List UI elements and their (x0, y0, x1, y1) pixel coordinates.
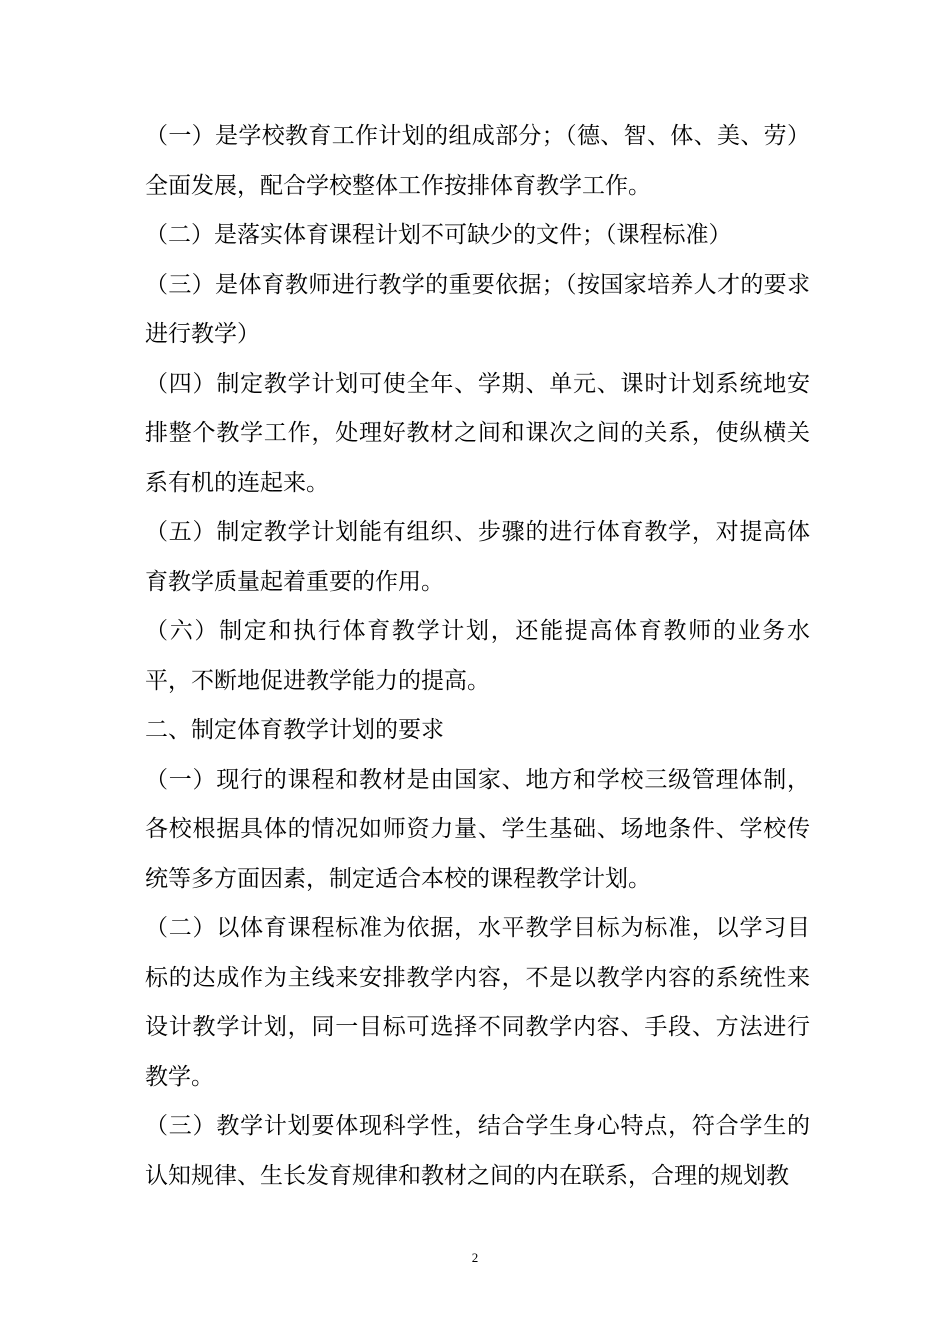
paragraph-9: （三）教学计划要体现科学性，结合学生身心特点，符合学生的认知规律、生长发育规律和教材之间的内在联系，合理的规划教 (145, 1113, 810, 1189)
paragraph-3: （三）是体育教师进行教学的重要依据；（按国家培养人才的要求进行教学） (145, 271, 810, 347)
paragraph-6: （六）制定和执行体育教学计划，还能提高体育教师的业务水平，不断地促进教学能力的提高。 (145, 618, 810, 694)
paragraph-7: （一）现行的课程和教材是由国家、地方和学校三级管理体制，各校根据具体的情况如师资力量、学生基础、场地条件、学校传统等多方面因素，制定适合本校的课程教学计划。 (145, 766, 810, 892)
section-heading: 二、制定体育教学计划的要求 (145, 717, 444, 743)
paragraph-2: （二）是落实体育课程计划不可缺少的文件；（课程标准） (145, 222, 732, 248)
document-body (145, 112, 810, 1201)
page-number: 2 (471, 1250, 479, 1265)
paragraph-1: （一）是学校教育工作计划的组成部分；（德、智、体、美、劳）全面发展，配合学校整体工作按排体育教学工作。 (145, 123, 810, 199)
paragraph-8: （二）以体育课程标准为依据，水平教学目标为标准，以学习目标的达成作为主线来安排教学内容，不是以教学内容的系统性来设计教学计划，同一目标可选择不同教学内容、手段、方法进行教学。 (145, 915, 810, 1090)
paragraph-4: （四）制定教学计划可使全年、学期、单元、课时计划系统地安排整个教学工作，处理好教材之间和课次之间的关系，使纵横关系有机的连起来。 (145, 370, 810, 496)
paragraph-5: （五）制定教学计划能有组织、步骤的进行体育教学，对提高体育教学质量起着重要的作用。 (145, 519, 810, 595)
